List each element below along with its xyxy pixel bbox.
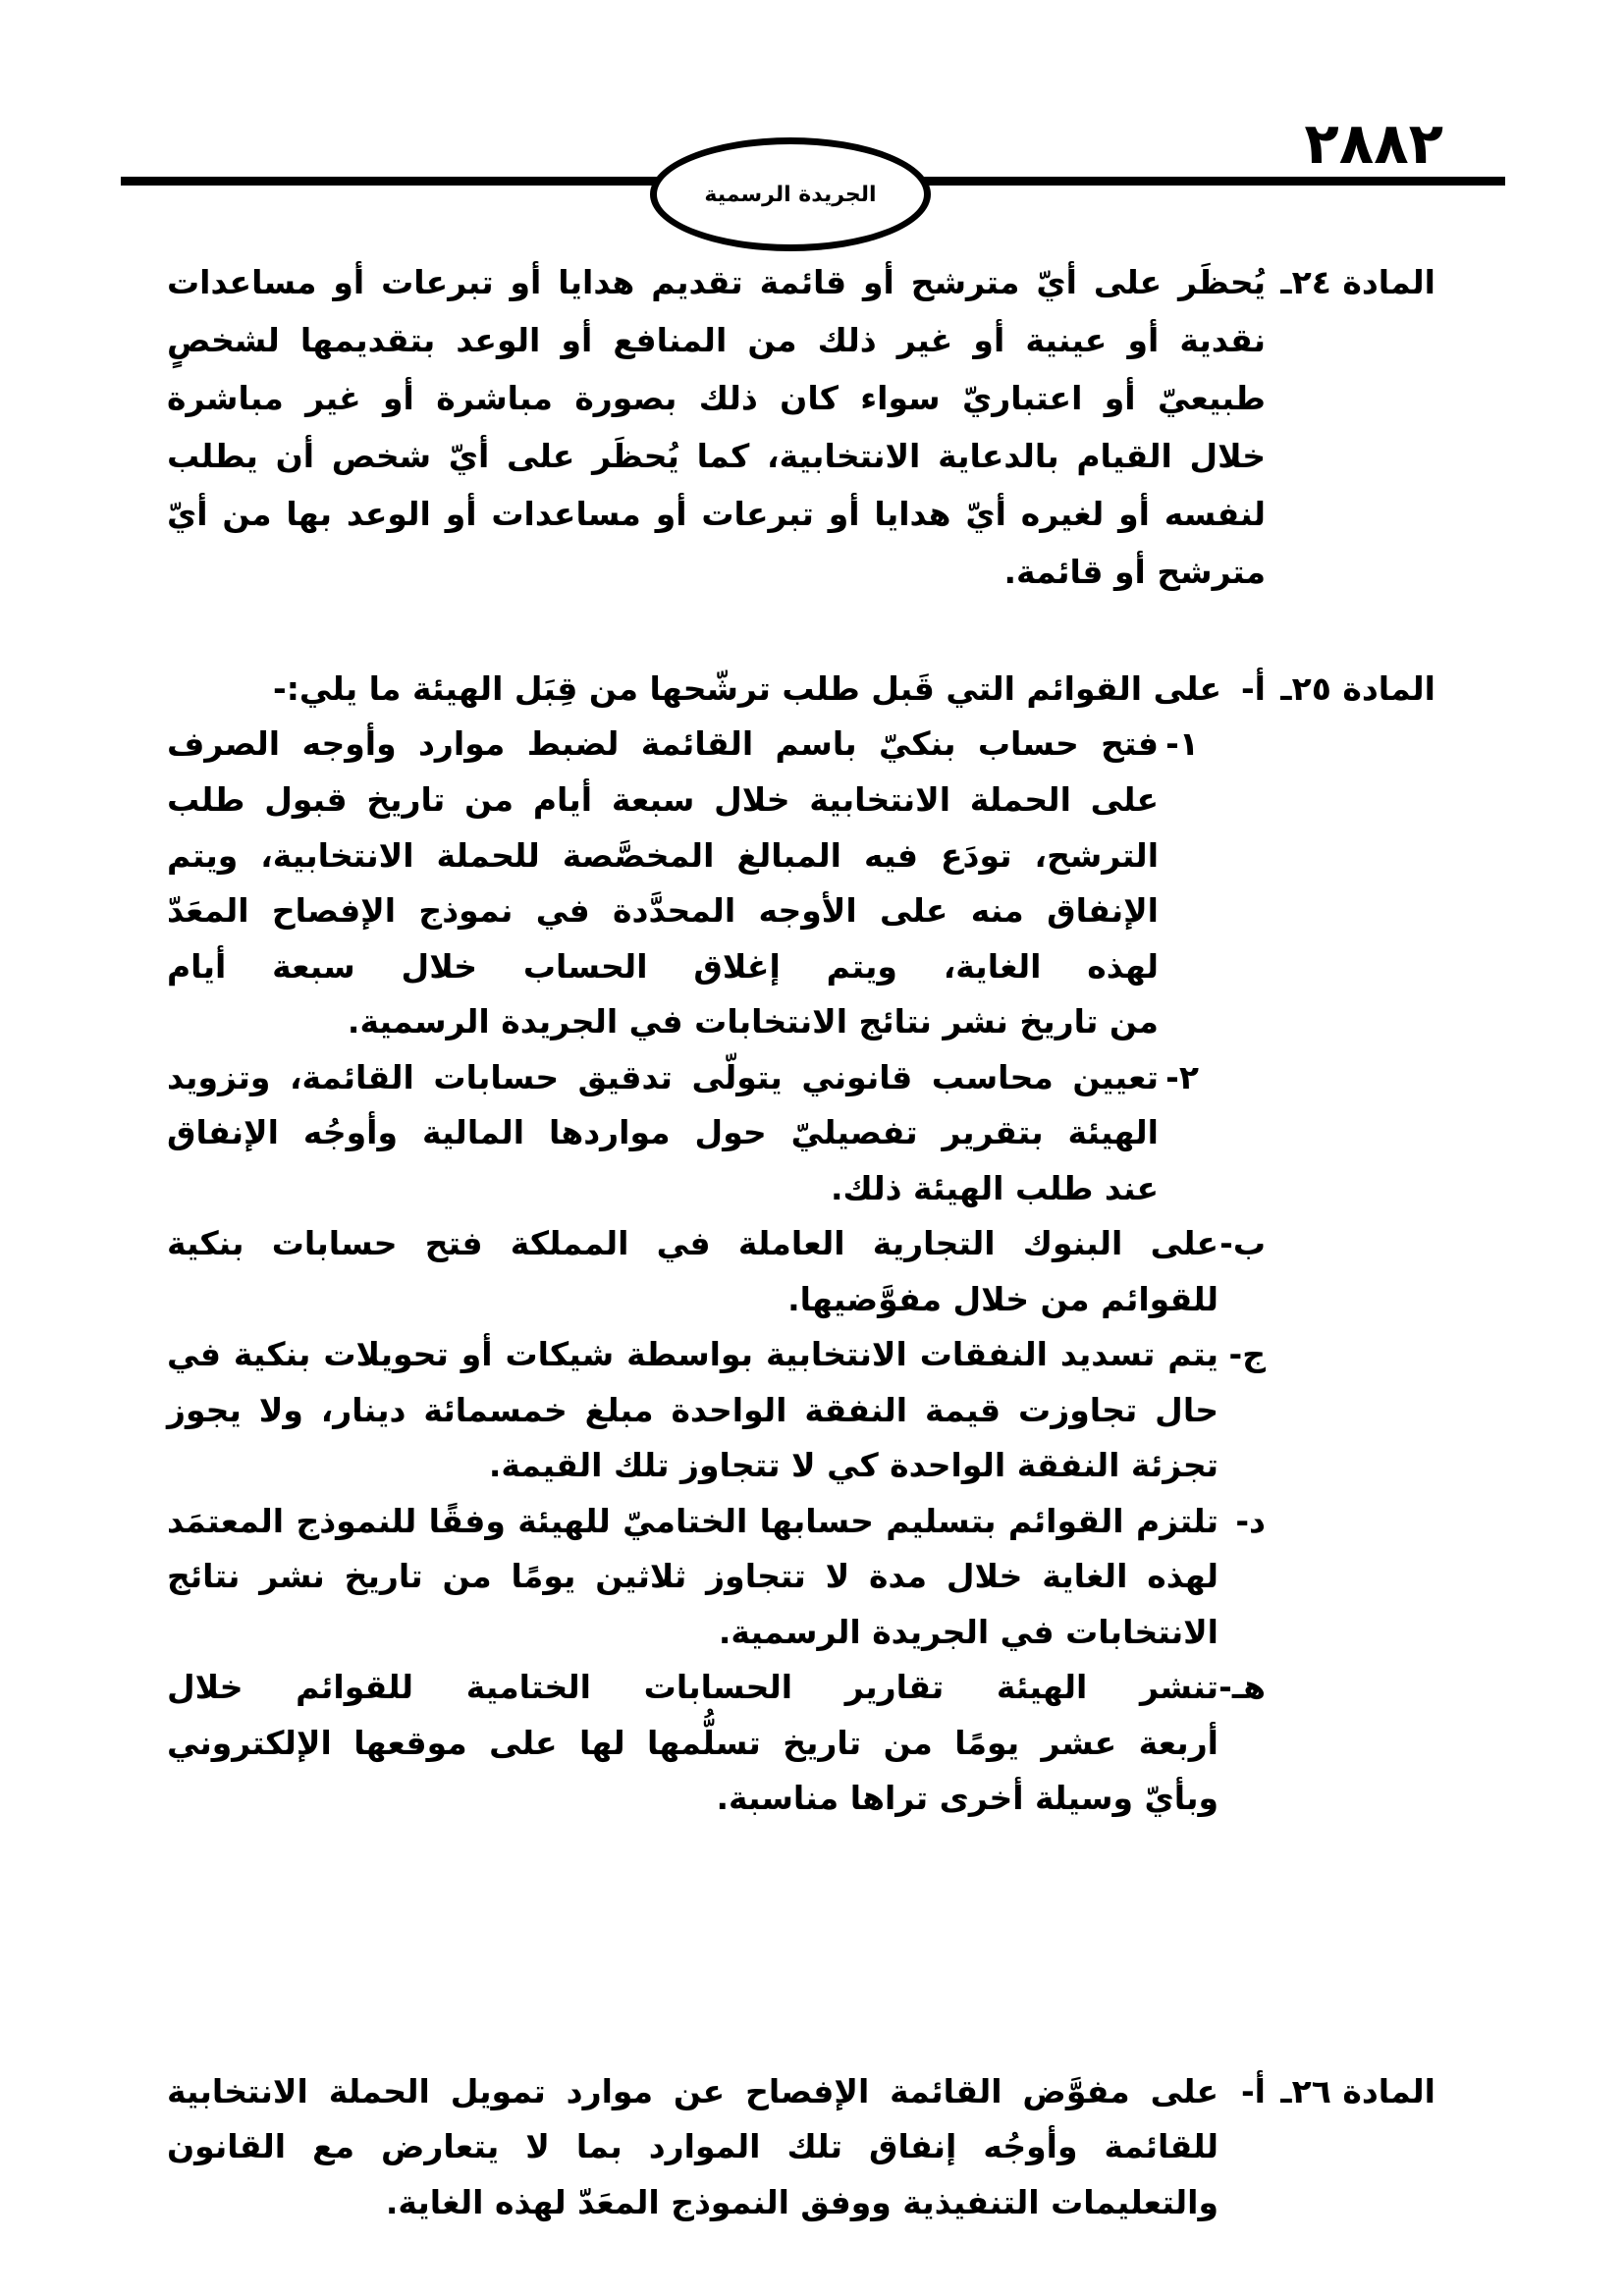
text-line: يُحظَر على أيّ مترشح أو قائمة تقديم هدايا أو تبرعات أو مساعدات [167, 263, 1266, 301]
text-line: من تاريخ نشر نتائج الانتخابات في الجريدة الرسمية. [347, 1002, 1159, 1041]
item-marker: ٢- [1165, 1058, 1199, 1096]
text-line: نقدية أو عينية أو غير ذلك من المنافع أو الوعد بتقديمها لشخصٍ [167, 321, 1266, 359]
clause-marker: ج- [1228, 1335, 1266, 1373]
text-line: الانتخابات في الجريدة الرسمية. [718, 1613, 1218, 1651]
text-line: وبأيّ وسيلة أخرى تراها مناسبة. [716, 1779, 1218, 1817]
text-line: تلتزم القوائم بتسليم حسابها الختاميّ للهيئة وفقًا للنموذج المعتمَد [167, 1502, 1218, 1540]
text-line: تعيين محاسب قانوني يتولّى تدقيق حسابات القائمة، وتزويد [167, 1058, 1159, 1096]
text-line: يتم تسديد النفقات الانتخابية بواسطة شيكات أو تحويلات بنكية في [167, 1335, 1218, 1373]
item-marker: ١- [1165, 724, 1199, 763]
text-line: الترشح، تودَع فيه المبالغ المخصَّصة للحملة الانتخابية، ويتم [167, 836, 1159, 875]
text-line: الهيئة بتقرير تفصيليّ حول مواردها المالية وأوجُه الإنفاق [167, 1113, 1159, 1151]
clause-marker: ب- [1219, 1224, 1266, 1262]
article-label: المادة ٢٦ـ [1280, 2072, 1435, 2110]
text-line: مترشح أو قائمة. [1003, 553, 1266, 591]
text-line: للقوائم من خلال مفوَّضيها. [787, 1280, 1218, 1318]
text-line: والتعليمات التنفيذية ووفق النموذج المعَدّ لهذه الغاية. [385, 2183, 1218, 2221]
text-line: الإنفاق منه على الأوجه المحدَّدة في نموذج الإفصاح المعَدّ [167, 891, 1159, 930]
text-line: على البنوك التجارية العاملة في المملكة فتح حسابات بنكية [167, 1224, 1218, 1262]
header-seal [650, 137, 931, 251]
clause-marker: د- [1235, 1502, 1266, 1540]
clause-marker: أ- [1240, 669, 1266, 708]
text-line: عند طلب الهيئة ذلك. [830, 1169, 1159, 1207]
page-number: ٢٨٨٢ [1304, 110, 1443, 177]
article-label: المادة ٢٤ـ [1280, 263, 1435, 301]
text-line: على الحملة الانتخابية خلال سبعة أيام من تاريخ قبول طلب [167, 780, 1159, 819]
text-line: حال تجاوزت قيمة النفقة الواحدة مبلغ خمسمائة دينار، ولا يجوز [167, 1391, 1218, 1429]
text-line: تجزئة النفقة الواحدة كي لا تتجاوز تلك القيمة. [488, 1446, 1218, 1484]
text-line: لنفسه أو لغيره أيّ هدايا أو تبرعات أو مساعدات أو الوعد بها من أيّ [167, 495, 1266, 533]
text-line: أربعة عشر يومًا من تاريخ تسلُّمها لها على موقعها الإلكتروني [167, 1724, 1218, 1762]
clause-text: على القوائم التي قَبل طلب ترشّحها من قِبَل الهيئة ما يلي:- [273, 669, 1221, 708]
text-line: تنشر الهيئة تقارير الحسابات الختامية للقوائم خلال [167, 1668, 1218, 1706]
text-line: لهذه الغاية خلال مدة لا تتجاوز ثلاثين يومًا من تاريخ نشر نتائج [167, 1557, 1218, 1595]
text-line: لهذه الغاية، ويتم إغلاق الحساب خلال سبعة أيام [167, 947, 1159, 986]
clause-marker: أ- [1240, 2072, 1266, 2110]
text-line: للقائمة وأوجُه إنفاق تلك الموارد بما لا يتعارض مع القانون [167, 2127, 1218, 2165]
article-label: المادة ٢٥ـ [1280, 669, 1435, 708]
text-line: فتح حساب بنكيّ باسم القائمة لضبط موارد وأوجه الصرف [167, 724, 1159, 763]
text-line: طبيعيّ أو اعتباريّ سواء كان ذلك بصورة مباشرة أو غير مباشرة [167, 379, 1266, 417]
publication-name: الجريدة الرسمية [704, 182, 877, 207]
text-line: على مفوَّض القائمة الإفصاح عن موارد تمويل الحملة الانتخابية [167, 2072, 1218, 2110]
text-line: خلال القيام بالدعاية الانتخابية، كما يُحظَر على أيّ شخص أن يطلب [167, 437, 1266, 475]
clause-marker: هـ- [1218, 1668, 1266, 1706]
